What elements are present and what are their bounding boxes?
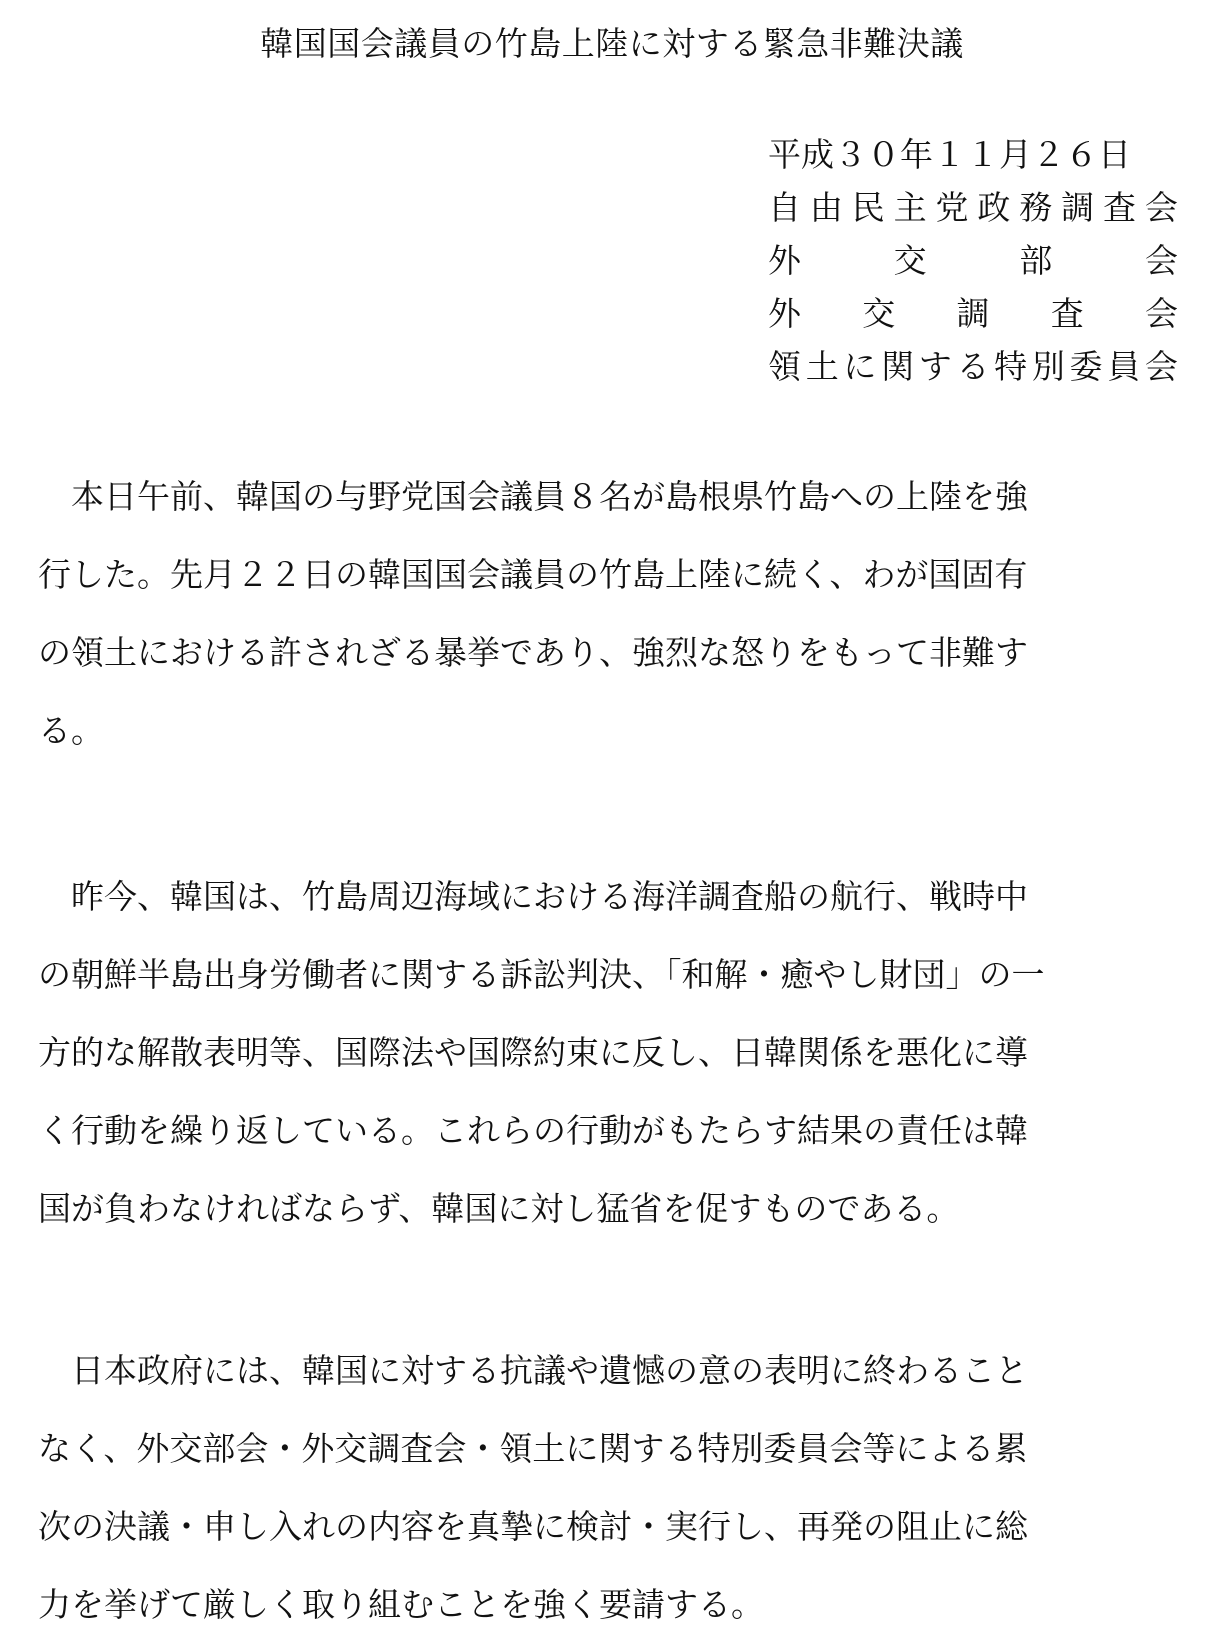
issue-date: [768, 128, 1178, 181]
issuer-char: 員: [1107, 347, 1141, 386]
issuer-char: 由: [809, 188, 843, 227]
issuer-char: 主: [893, 188, 927, 227]
issuer-char: 特: [994, 347, 1028, 386]
issuer-char: に: [843, 347, 877, 386]
issuer-char: 交: [862, 294, 896, 333]
issuer-char: 部: [1019, 241, 1053, 280]
paragraph-line: 方的な解散表明等、国際法や国際約束に反し、日韓関係を悪化に導: [38, 1033, 1028, 1072]
issuer-char: 調: [1061, 188, 1095, 227]
paragraph-line: の朝鮮半島出身労働者に関する訴訟判決、「和解・癒やし財団」の一: [38, 955, 1045, 994]
issuer-char: 会: [1144, 241, 1178, 280]
issuer-char: 外: [768, 241, 801, 280]
issuer-char: 交: [893, 241, 927, 280]
issuer-char: 領: [768, 347, 801, 386]
paragraph-line: なく、外交部会・外交調査会・領土に関する特別委員会等による累: [38, 1429, 1028, 1468]
issuer-char: 別: [1031, 347, 1065, 386]
issuer-char: 関: [881, 347, 915, 386]
issuer-committee-territory: [768, 340, 1178, 393]
issuer-char: 政: [977, 188, 1011, 227]
issuer-char: 査: [1103, 188, 1136, 227]
issuer-char: す: [918, 347, 952, 386]
issuer-org: [768, 181, 1178, 234]
paragraph-line: 日本政府には、韓国に対する抗議や遺憾の意の表明に終わること: [38, 1351, 1028, 1390]
paragraph-line: 国が負わなければならず、韓国に対し猛省を促すものである。: [38, 1189, 960, 1228]
issue-date-text: 平成３０年１１月２６日: [768, 135, 1131, 174]
issuer-char: 土: [805, 347, 839, 386]
paragraph-line: 昨今、韓国は、竹島周辺海域における海洋調査船の航行、戦時中: [38, 877, 1028, 916]
issuer-char: 査: [1050, 294, 1084, 333]
paragraph-line: 力を挙げて厳しく取り組むことを強く要請する。: [38, 1585, 764, 1624]
paragraph-line: の領土における許されざる暴挙であり、強烈な怒りをもって非難す: [38, 633, 1028, 672]
issuer-char: 党: [935, 188, 969, 227]
issuer-committee-foreign-affairs-research: [768, 287, 1178, 340]
issuer-char: 会: [1145, 294, 1178, 333]
issuer-char: 外: [768, 294, 801, 333]
issuer-committee-foreign-affairs-division: [768, 234, 1178, 287]
issuer-char: 民: [851, 188, 885, 227]
paragraph-line: る。: [38, 711, 104, 750]
issuer-char: る: [956, 347, 990, 386]
document-title: 韓国国会議員の竹島上陸に対する緊急非難決議: [260, 24, 964, 63]
issuer-char: 会: [1144, 347, 1178, 386]
issuer-char: 会: [1144, 188, 1178, 227]
paragraph-3: [38, 1332, 1188, 1644]
issuer-block: [768, 128, 1178, 393]
paragraph-line: く行動を繰り返している。これらの行動がもたらす結果の責任は韓: [38, 1111, 1028, 1150]
paragraph-line: 次の決議・申し入れの内容を真摯に検討・実行し、再発の阻止に総: [38, 1507, 1028, 1546]
paragraph-line: 行した。先月２２日の韓国国会議員の竹島上陸に続く、わが国固有: [38, 555, 1028, 594]
issuer-char: 調: [956, 294, 990, 333]
issuer-char: 務: [1019, 188, 1053, 227]
paragraph-line: 本日午前、韓国の与野党国会議員８名が島根県竹島への上陸を強: [38, 477, 1028, 516]
issuer-char: 自: [768, 188, 801, 227]
issuer-char: 委: [1069, 347, 1103, 386]
paragraph-1: [38, 458, 1188, 770]
paragraph-2: [38, 858, 1188, 1248]
